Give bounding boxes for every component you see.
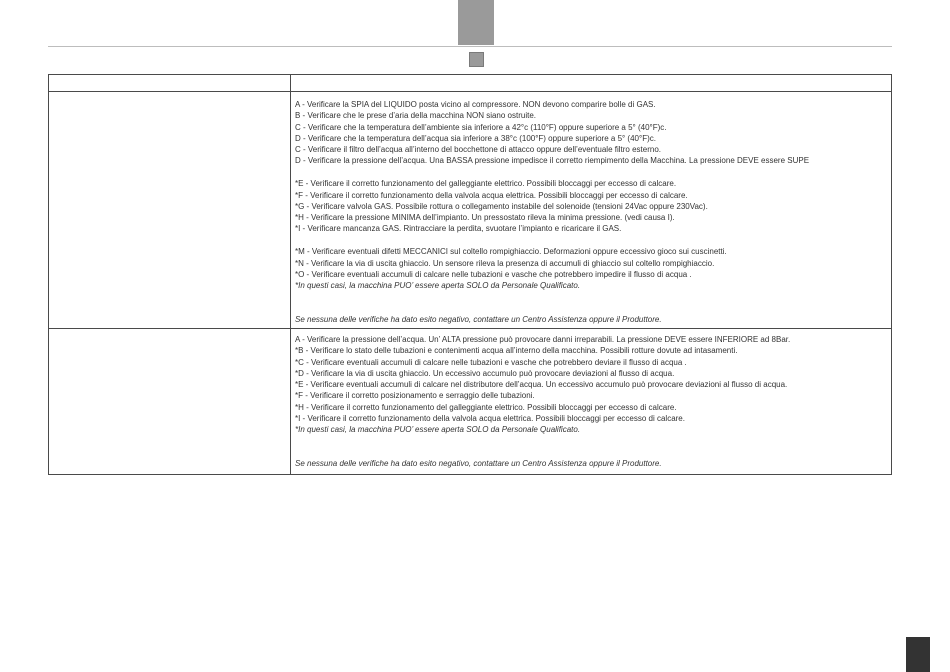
qualified-personnel-note: *In questi casi, la macchina PUO’ essere aperta SOLO da Personale Qualificato. <box>295 425 581 435</box>
section-icon <box>469 52 484 67</box>
contact-assistance-note: Se nessuna delle verifiche ha dato esito negativo, contattare un Centro Assistenza oppure il Produttore. <box>295 314 662 324</box>
check-line: *M - Verificare eventuali difetti MECCANICI sul coltello rompighiaccio. Deformazioni oppure eccessivo gioco sui cuscinetti. <box>295 247 727 257</box>
troubleshooting-table <box>48 74 892 475</box>
column-divider <box>290 92 291 328</box>
page-corner-marker <box>906 637 930 672</box>
check-line: *B - Verificare lo stato delle tubazioni e contenimenti acqua all’interno della macchina. Possibili rotture dovute ad intasamenti. <box>295 346 738 356</box>
check-line: *N - Verificare la via di uscita ghiaccio. Un sensore rileva la presenza di accumuli di ghiaccio sul coltello rompighiaccio. <box>295 258 715 268</box>
top-tab-marker <box>458 0 494 45</box>
check-line: *H - Verificare la pressione MINIMA dell’impianto. Un pressostato rileva la minima pressione. (vedi causa I). <box>295 213 675 223</box>
check-line: *G - Verificare valvola GAS. Possibile rottura o collegamento instabile del solenoide (tensioni 24Vac oppure 230Vac). <box>295 201 708 211</box>
check-line: C - Verificare il filtro dell’acqua all’interno del bocchettone di attacco oppure dell’eventuale filtro esterno. <box>295 145 661 155</box>
check-line: *C - Verificare eventuali accumuli di calcare nelle tubazioni e vasche che potrebbero deviare il flusso di acqua . <box>295 357 687 367</box>
qualified-personnel-note: *In questi casi, la macchina PUO’ essere aperta SOLO da Personale Qualificato. <box>295 281 581 291</box>
check-line: *F - Verificare il corretto funzionamento della valvola acqua elettrica. Possibili bloccaggi per eccesso di calcare. <box>295 190 688 200</box>
check-line: C - Verificare che la temperatura dell’ambiente sia inferiore a 42°c (110°F) oppure superiore a 5° (40°F)c. <box>295 122 667 132</box>
check-line: B - Verificare che le prese d’aria della macchina NON siano ostruite. <box>295 111 536 121</box>
checks-cell-2 <box>295 334 887 469</box>
checks-cell-1 <box>295 99 887 325</box>
table-header-row <box>49 75 891 92</box>
check-line: *E - Verificare il corretto funzionamento del galleggiante elettrico. Possibili bloccaggi per eccesso di calcare. <box>295 179 677 189</box>
table-row-1 <box>49 92 891 329</box>
header-rule <box>48 46 892 47</box>
check-line: D - Verificare che la temperatura dell’acqua sia inferiore a 38°c (100°F) oppure superiore a 5° (40°F)c. <box>295 133 656 143</box>
check-line: *D - Verificare la via di uscita ghiaccio. Un eccessivo accumulo può provocare deviazioni al flusso di acqua. <box>295 368 675 378</box>
check-line: *I - Verificare mancanza GAS. Rintracciare la perdita, svuotare l’impianto e ricaricare il GAS. <box>295 224 622 234</box>
column-divider <box>290 329 291 474</box>
table-row-2 <box>49 329 891 474</box>
contact-assistance-note: Se nessuna delle verifiche ha dato esito negativo, contattare un Centro Assistenza oppure il Produttore. <box>295 459 662 469</box>
check-line: *H - Verificare il corretto funzionamento del galleggiante elettrico. Possibili bloccaggi per eccesso di calcare. <box>295 402 677 412</box>
check-line: *F - Verificare il corretto posizionamento e serraggio delle tubazioni. <box>295 391 535 401</box>
column-divider <box>290 75 291 91</box>
check-line: *E - Verificare eventuali accumuli di calcare nel distributore dell’acqua. Un eccessivo accumulo può provocare deviazioni al flusso di acqua. <box>295 380 788 390</box>
check-line: A - Verificare la pressione dell’acqua. Un’ ALTA pressione può provocare danni irreparabili. La pressione DEVE essere INFERIORE ad 8Bar. <box>295 335 791 344</box>
check-line: A - Verificare la SPIA del LIQUIDO posta vicino al compressore. NON devono comparire bolle di GAS. <box>295 100 656 109</box>
check-line: *O - Verificare eventuali accumuli di calcare nelle tubazioni e vasche che potrebbero impedire il flusso di acqua . <box>295 269 692 279</box>
check-line: *I - Verificare il corretto funzionamento della valvola acqua elettrica. Possibili bloccaggi per eccesso di calcare. <box>295 414 685 424</box>
check-line: D - Verificare la pressione dell’acqua. Una BASSA pressione impedisce il corretto riempimento della Macchina. La pressione DEVE essere SUPE <box>295 156 810 166</box>
